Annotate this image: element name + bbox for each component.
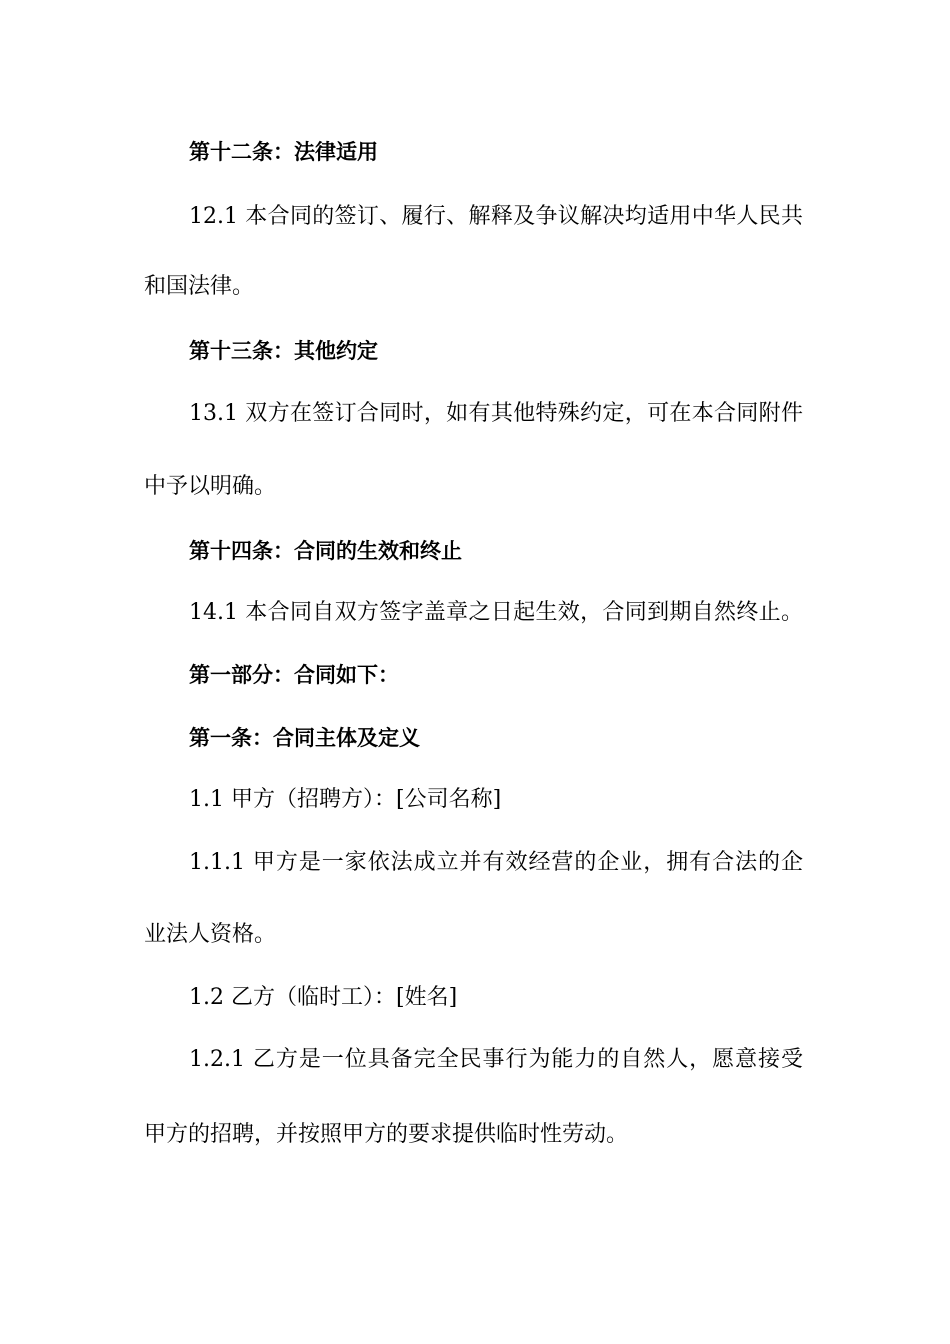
paragraph-1-2-line-1: 1.2 乙方（临时工）：[姓名] (189, 985, 458, 1010)
section-heading-article-1: 第一条：合同主体及定义 (189, 726, 420, 750)
paragraph-14-1-line-1: 14.1 本合同自双方签字盖章之日起生效，合同到期自然终止。 (189, 600, 803, 625)
paragraph-13-1-line-2: 中予以明确。 (144, 474, 277, 499)
paragraph-1-1-1-line-1: 1.1.1 甲方是一家依法成立并有效经营的企业，拥有合法的企 (189, 850, 803, 875)
section-heading-article-12: 第十二条：法律适用 (189, 140, 378, 164)
paragraph-1-2-1-line-2: 甲方的招聘，并按照甲方的要求提供临时性劳动。 (144, 1122, 629, 1147)
paragraph-13-1-line-1: 13.1 双方在签订合同时，如有其他特殊约定，可在本合同附件 (189, 401, 803, 426)
paragraph-1-2-1-line-1: 1.2.1 乙方是一位具备完全民事行为能力的自然人，愿意接受 (189, 1047, 803, 1072)
section-heading-article-13: 第十三条：其他约定 (189, 339, 378, 363)
paragraph-12-1-line-2: 和国法律。 (144, 274, 255, 299)
paragraph-1-1-line-1: 1.1 甲方（招聘方）：[公司名称] (189, 787, 502, 812)
paragraph-12-1-line-1: 12.1 本合同的签订、履行、解释及争议解决均适用中华人民共 (189, 204, 803, 229)
paragraph-1-1-1-line-2: 业法人资格。 (144, 922, 277, 947)
section-heading-part-1: 第一部分：合同如下： (189, 663, 399, 687)
section-heading-article-14: 第十四条：合同的生效和终止 (189, 539, 462, 563)
